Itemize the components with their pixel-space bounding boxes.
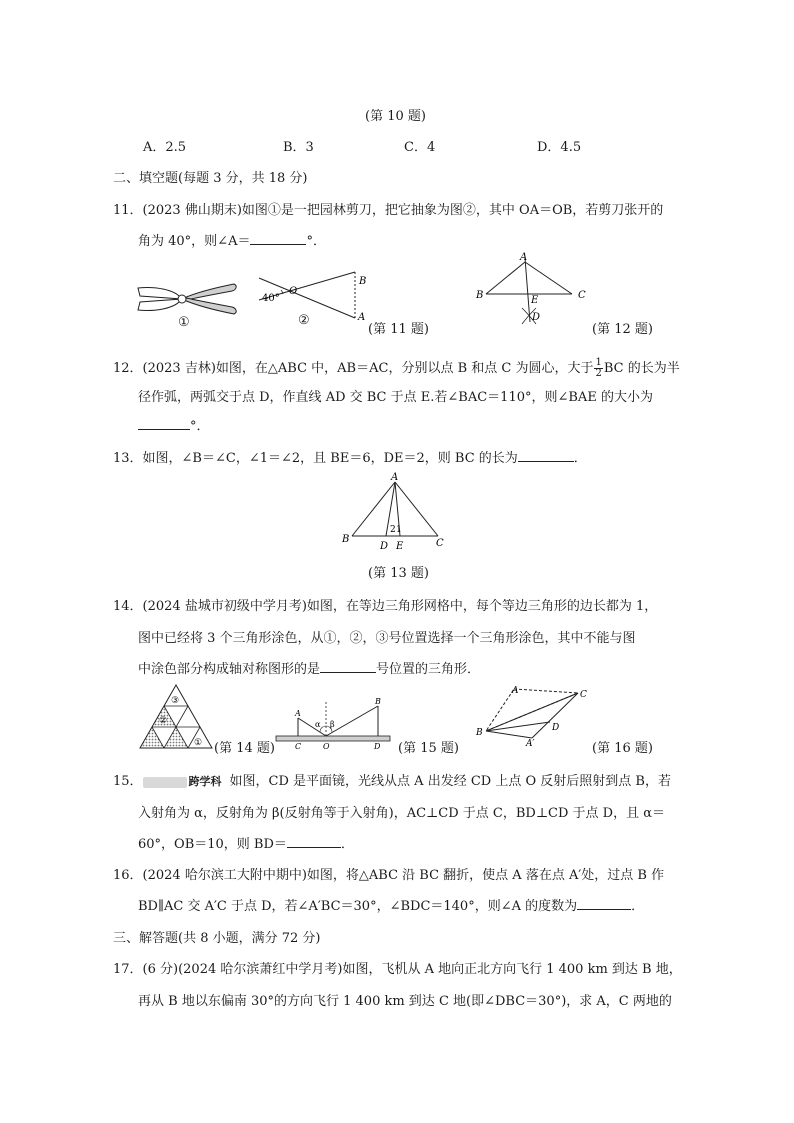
scissors-figure-2 [255, 268, 375, 326]
label-a: A [391, 472, 399, 483]
fraction-one-half: $\frac{1}{2}$ [595, 357, 602, 379]
q16-text-end: ． [631, 899, 645, 914]
q14-line-3 [138, 658, 480, 677]
q15-line-3 [138, 833, 354, 852]
label-c: C [578, 290, 586, 301]
q13-text: 13．如图，∠B＝∠C，∠1＝∠2，且 BE＝6，DE＝2，则 BC 的长为 [113, 451, 518, 466]
q12-line-3 [138, 415, 210, 434]
label-a-prime: A′ [526, 739, 535, 748]
label-b: B [476, 728, 483, 738]
q12-text-end: °． [190, 419, 210, 434]
triangle-grid-figure [136, 684, 216, 750]
fig16-caption: (第 16 题) [592, 741, 653, 756]
q16-answer-blank[interactable] [577, 897, 631, 910]
section-2-title: 二、填空题(每题 3 分，共 18 分) [113, 171, 308, 186]
q13-answer-blank[interactable] [518, 449, 574, 462]
q12-line-2: 径作弧，两弧交于点 D，作直线 AD 交 BC 于点 E.若∠BAC＝110°，则∠BAE 的大小为 [138, 390, 653, 405]
q15-answer-blank[interactable] [287, 835, 341, 848]
label-o: O [323, 742, 330, 750]
fig11-label-2: ② [298, 313, 310, 328]
q13-figure [338, 472, 458, 552]
q16-line-2 [138, 895, 644, 914]
section-3-title: 三、解答题(共 8 小题，满分 72 分) [113, 931, 321, 946]
fig14-caption: (第 14 题) [214, 741, 275, 756]
label-d: D [532, 312, 541, 323]
label-c: C [436, 538, 444, 549]
q11-text-end: °． [306, 234, 326, 249]
q17-line-1: 17．(6 分)(2024 哈尔滨萧红中学月考)如图，飞机从 A 地向正北方向飞行 1 400 km 到达 B 地， [113, 962, 682, 977]
q10-caption: (第 10 题) [365, 109, 426, 124]
q10-option-b[interactable]: B．3 [283, 140, 314, 155]
label-angle-1: 1 [396, 525, 402, 535]
label-d: D [380, 541, 389, 552]
q12-text: 12．(2023 吉林)如图，在△ABC 中，AB＝AC，分别以点 B 和点 C 为圆心，大于 [113, 361, 594, 376]
scissors-figure-1 [136, 280, 240, 320]
fig12-caption: (第 12 题) [592, 322, 653, 337]
q10-option-d[interactable]: D．4.5 [537, 140, 582, 155]
fig11-caption: (第 11 题) [368, 322, 429, 337]
label-c: C [580, 690, 587, 700]
label-a: A [295, 709, 301, 718]
fig15-caption: (第 15 题) [398, 741, 459, 756]
q15-line-1 [113, 770, 671, 789]
label-c: C [295, 742, 302, 750]
q13-text-end: ． [573, 451, 587, 466]
label-b: B [476, 290, 484, 301]
label-d: D [374, 742, 381, 750]
q12-text-cont: BC 的长为半 [603, 361, 680, 376]
q12-answer-blank[interactable] [138, 417, 190, 430]
q16-line-1: 16．(2024 哈尔滨工大附中期中)如图，将△ABC 沿 BC 翻折，使点 A 落在点 A′处，过点 B 作 [113, 868, 665, 883]
cross-subject-tag: 跨学科 [188, 775, 222, 788]
q11-line-1: 11．(2023 佛山期末)如图①是一把园林剪刀，把它抽象为图②，其中 OA＝OB，若剪刀张开的 [113, 203, 664, 218]
q16-figure [474, 682, 594, 748]
label-beta: β [330, 720, 335, 729]
q14-text-end: 号位置的三角形． [376, 662, 481, 677]
q12-line-1 [113, 357, 680, 379]
q15-number: 15． [113, 774, 143, 789]
label-o: O [289, 286, 298, 297]
label-a: A [512, 686, 519, 696]
q10-option-a[interactable]: A．2.5 [143, 140, 187, 155]
label-e: E [396, 541, 404, 552]
label-b: B [359, 276, 367, 287]
mark-3: ③ [171, 696, 180, 706]
angle-40-label: 40° [262, 293, 280, 304]
q15-text-end: ． [340, 837, 354, 852]
label-e: E [531, 295, 539, 306]
q14-line-1: 14．(2024 盐城市初级中学月考)如图，在等边三角形网格中，每个等边三角形的边长都为 1， [113, 599, 658, 614]
q10-option-c[interactable]: C．4 [404, 140, 436, 155]
mark-2: ② [159, 716, 168, 726]
label-a: A [358, 312, 366, 323]
label-b: B [375, 697, 381, 706]
label-d: D [552, 723, 560, 733]
q15-line-2: 入射角为 α，反射角为 β(反射角等于入射角)，AC⊥CD 于点 C，BD⊥CD 于点 D，且 α＝ [138, 806, 666, 821]
q15-text: 如图，CD 是平面镜，光线从点 A 出发经 CD 上点 O 反射后照射到点 B，若 [229, 774, 671, 789]
q14-text: 中涂色部分构成轴对称图形的是 [138, 662, 321, 677]
q15-text: 60°，OB＝10，则 BD＝ [138, 837, 287, 852]
label-angle-2: 2 [390, 525, 396, 535]
q14-line-2: 图中已经将 3 个三角形涂色，从①，②，③号位置选择一个三角形涂色，其中不能与图 [138, 631, 636, 646]
q11-text: 角为 40°，则∠A＝ [138, 234, 251, 249]
q11-line-2 [138, 230, 326, 249]
label-alpha: α [315, 720, 321, 729]
watermark-tag [143, 777, 187, 788]
fig11-label-1: ① [178, 315, 190, 330]
fig13-caption: (第 13 题) [368, 566, 429, 581]
q11-answer-blank[interactable] [250, 232, 306, 245]
mirror-reflection-figure [270, 694, 398, 750]
q12-figure [470, 250, 595, 330]
q17-line-2: 再从 B 地以东偏南 30°的方向飞行 1 400 km 到达 C 地(即∠DBC＝30°)，求 A，C 两地的 [138, 994, 672, 1009]
q16-text: BD∥AC 交 A′C 于点 D，若∠A′BC＝30°，∠BDC＝140°，则∠A 的度数为 [138, 899, 578, 914]
label-a: A [520, 252, 528, 263]
label-b: B [342, 534, 350, 545]
q14-answer-blank[interactable] [320, 660, 376, 673]
mark-1: ① [194, 738, 203, 748]
q13-line-1 [113, 447, 587, 466]
